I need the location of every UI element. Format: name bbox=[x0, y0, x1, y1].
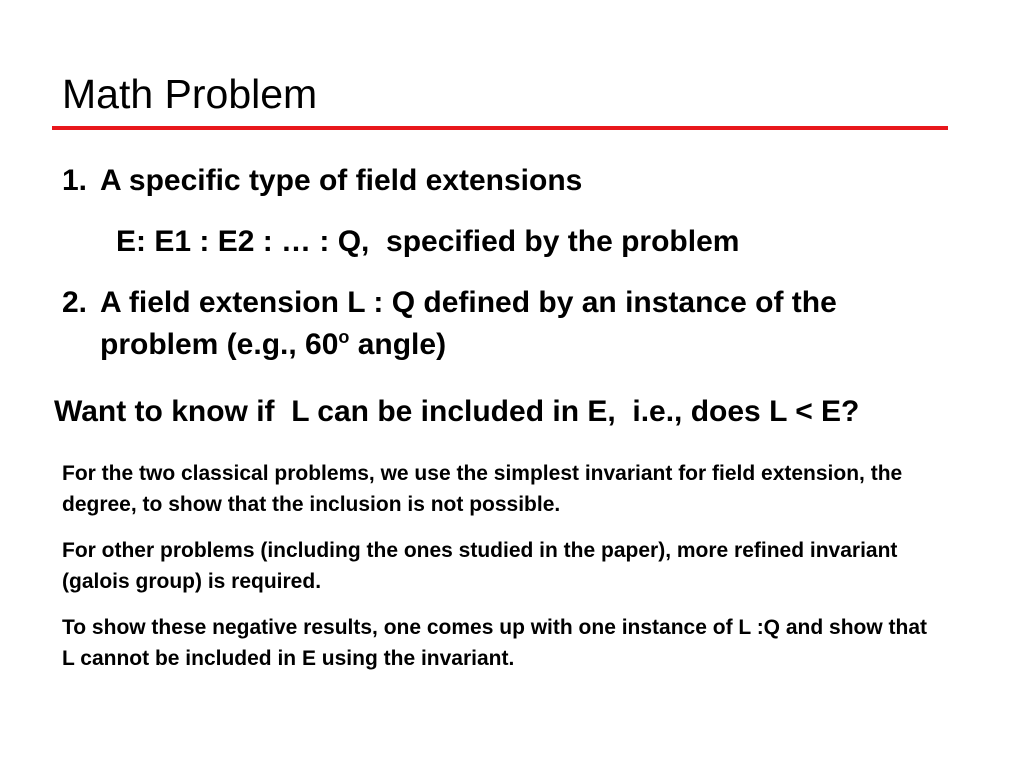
list-item-1-number: 1. bbox=[62, 164, 88, 197]
list-item-2-text-tail: angle) bbox=[349, 328, 447, 361]
list-item-2-number: 2. bbox=[62, 286, 88, 319]
list-item-2-text bbox=[100, 282, 962, 366]
list-item-1-text: A specific type of field extensions bbox=[100, 164, 583, 197]
degree-superscript: o bbox=[338, 327, 350, 347]
list-item-1 bbox=[62, 160, 962, 202]
paragraph-classical: For the two classical problems, we use the simplest invariant for field extension, the degree, to show that the inclusion is not possible. bbox=[62, 462, 903, 516]
list-item-2-text-main: A field extension L : Q defined by an instance of the problem (e.g., 60 bbox=[100, 286, 837, 361]
list-item-1-subtext: E: E1 : E2 : … : Q, specified by the problem bbox=[116, 225, 740, 258]
paragraph-other-problems: For other problems (including the ones studied in the paper), more refined invariant (galois group) is required. bbox=[62, 539, 898, 593]
slide-title: Math Problem bbox=[62, 71, 318, 117]
title-underline bbox=[52, 126, 948, 130]
paragraph-negative-results: To show these negative results, one comes up with one instance of L :Q and show that L cannot be included in E using the invariant. bbox=[62, 616, 928, 670]
key-question: Want to know if L can be included in E, i.e., does L < E? bbox=[54, 395, 860, 428]
list-item-2 bbox=[62, 282, 962, 366]
